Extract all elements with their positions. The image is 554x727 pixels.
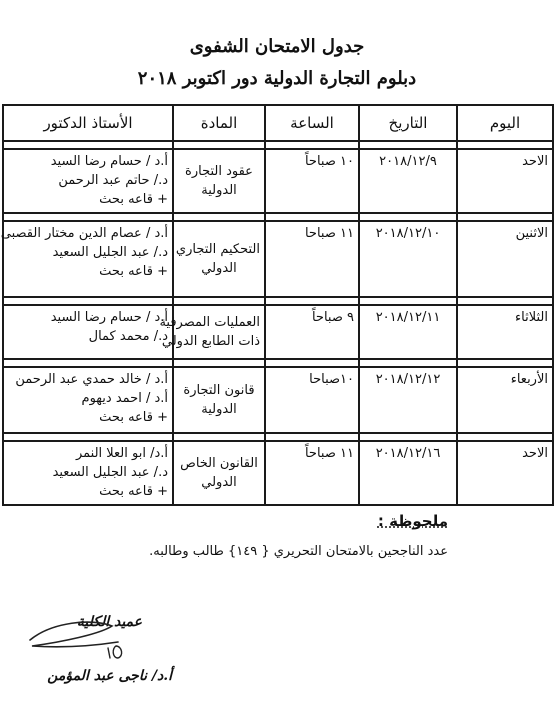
cell-subject (159, 305, 265, 359)
dean-title: عميد الكلية (76, 614, 142, 630)
subject-line: الدولية (201, 183, 237, 198)
table-header-row (3, 105, 553, 141)
subject-line: عقود التجارة (185, 164, 253, 179)
cell-subject (173, 221, 265, 297)
cell-date: ٢٠١٨/١٢/١٦ (359, 441, 457, 505)
column-header-subject: المادة (173, 105, 265, 141)
page-title: جدول الامتحان الشفوى (189, 36, 365, 57)
professor-line: أ.د/ ابو العلا النمر (75, 446, 168, 461)
professor-line: د./ حاتم عبد الرحمن (58, 173, 168, 188)
cell-subject (173, 441, 265, 505)
handwritten-signature (22, 612, 142, 664)
subject-line: التحكيم التجاري (175, 242, 260, 257)
cell-date: ٢٠١٨/١٢/١٢ (359, 367, 457, 433)
cell-time: ١٠ صباحاً (265, 149, 359, 213)
cell-subject (173, 149, 265, 213)
cell-professors (3, 149, 173, 213)
cell-day: الثلاثاء (457, 305, 553, 359)
cell-day: الاحد (457, 441, 553, 505)
column-header-time: الساعة (265, 105, 359, 141)
subject-line: ذات الطابع الدولي (161, 334, 260, 349)
cell-time: ١٠صباحا (265, 367, 359, 433)
cell-day: الأربعاء (457, 367, 553, 433)
professor-line: د./ عبد الجليل السعيد (52, 245, 168, 260)
cell-subject (173, 367, 265, 433)
subject-line: الدولي (201, 475, 237, 490)
cell-day: الاثنين (457, 221, 553, 297)
subject-line: قانون التجارة (183, 383, 255, 398)
subject-line: القانون الخاص (180, 456, 258, 471)
professor-line: أ.د / حسام رضا السيد (50, 154, 168, 169)
professor-line: + قاعه بحث (99, 410, 168, 425)
exam-schedule-table (2, 104, 554, 506)
professor-line: + قاعه بحث (99, 192, 168, 207)
cell-professors (3, 367, 173, 433)
professor-line: + قاعه بحث (99, 484, 168, 499)
row-spacer (3, 213, 553, 221)
row-spacer (3, 297, 553, 305)
professor-line: أ.د / خالد حمدي عبد الرحمن (15, 372, 168, 387)
professor-line: أ.د / احمد ديهوم (81, 391, 168, 406)
subject-line: الدولي (201, 261, 237, 276)
table-row (3, 221, 553, 297)
table-row (3, 367, 553, 433)
cell-time: ١١ صباحاً (265, 441, 359, 505)
table-row (3, 441, 553, 505)
professor-line: د./ عبد الجليل السعيد (52, 465, 168, 480)
subject-line: العمليات المصرفية (159, 315, 260, 330)
column-header-date: التاريخ (359, 105, 457, 141)
cell-day: الاحد (457, 149, 553, 213)
cell-date: ٢٠١٨/١٢/١١ (359, 305, 457, 359)
professor-line: د./ محمد كمال (88, 329, 168, 344)
note-heading: ملحوظة : (377, 512, 448, 530)
table-row (3, 149, 553, 213)
cell-professors (3, 441, 173, 505)
row-spacer (3, 141, 553, 149)
subject-line: الدولية (201, 402, 237, 417)
column-header-professor: الأستاذ الدكتور (3, 105, 173, 141)
cell-professors (0, 221, 173, 297)
professor-line: أ.د / عصام الدين مختار القصبى (0, 226, 168, 241)
table-row (3, 305, 553, 359)
column-header-day: اليوم (457, 105, 553, 141)
row-spacer (3, 433, 553, 441)
professor-line: أ.د / حسام رضا السيد (50, 310, 168, 325)
cell-date: ٢٠١٨/١٢/٩ (359, 149, 457, 213)
professor-line: + قاعه بحث (99, 264, 168, 279)
page-subtitle: دبلوم التجارة الدولية دور اكتوبر ٢٠١٨ (137, 68, 417, 89)
cell-time: ٩ صباحاً (265, 305, 359, 359)
cell-professors (3, 305, 173, 359)
note-text: عدد الناجحين بالامتحان التحريري { ١٤٩} طالب وطالبه. (149, 544, 448, 559)
row-spacer (3, 359, 553, 367)
cell-date: ٢٠١٨/١٢/١٠ (359, 221, 457, 297)
cell-time: ١١ صباحا (265, 221, 359, 297)
dean-name: أ.د/ ناجى عبد المؤمن (47, 668, 172, 684)
